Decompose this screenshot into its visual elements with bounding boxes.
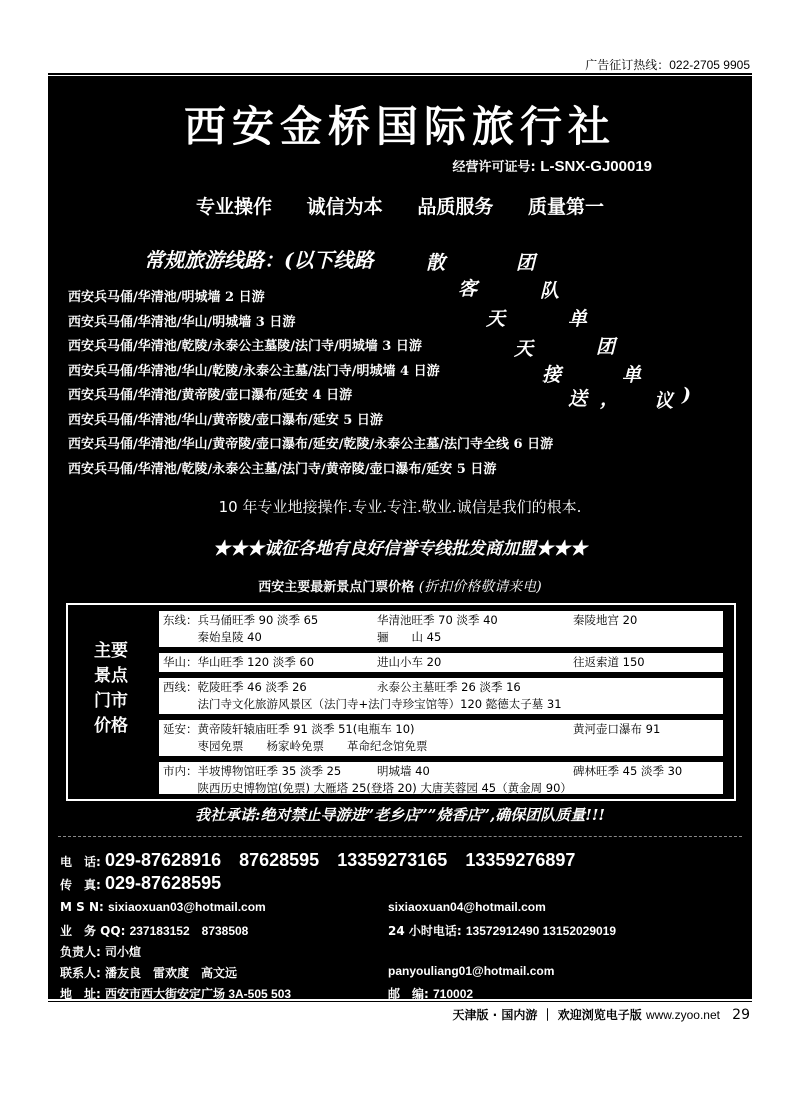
header-rule [48,73,752,75]
license-code: L-SNX-GJ00019 [540,158,652,175]
page-number: 29 [732,1007,750,1023]
price-row [163,738,719,755]
price-cell: 进山小车 20 [377,655,442,669]
fax-value: 029-87628595 [105,873,222,893]
contact-person-label: 联系人: [60,966,101,980]
route-item: 西安兵马俑/华清池/华山/乾陵/永泰公主墓/法门寺/明城墙 4 日游 [68,363,440,379]
price-row [163,629,719,646]
price-note: (折扣价格敬请来电) [418,579,542,595]
diagonal-char: 单 [622,364,642,386]
price-region-east [158,610,724,648]
price-cell: 法门寺文化旅游风景区（法门寺+法门寺珍宝馆等）120 懿德太子墓 31 [163,697,562,711]
business-qq-label: 业 务 QQ: [60,924,126,938]
price-cell: 华山：华山旺季 120 淡季 60 [163,655,315,669]
phone-label: 电 话: [60,855,101,869]
route-item: 西安兵马俑/华清池/黄帝陵/壶口瀑布/延安 4 日游 [68,388,353,403]
price-cell: 陕西历史博物馆(免票) 大雁塔 25(登塔 20) 大唐芙蓉园 45（黄金周 90） [163,781,572,795]
price-region-huashan [158,652,724,673]
price-label-line: 门市 [94,691,128,711]
agency-name: 西安金桥国际旅行社 [183,102,616,151]
routes-heading: 常规旅游线路：(以下线路 [144,248,374,272]
hotline-24h-row [388,922,616,939]
slogan: 专业操作 [196,196,273,218]
msn-row [60,900,266,914]
price-cell: 延安：黄帝陵轩辕庙旺季 91 淡季 51(电瓶车 10) [163,722,415,736]
price-table-label [76,639,146,739]
phone-row [60,846,575,872]
price-row [163,780,719,797]
diagonal-char: 送 [568,388,588,410]
address-label: 地 址: [60,987,101,1001]
price-cell: 市内：半坡博物馆旺季 35 淡季 25 [163,764,342,778]
slogans [48,192,752,219]
footer-url[interactable]: www.zyoo.net [645,1008,720,1022]
diagonal-char: 团 [516,252,536,274]
hotline-24h-label: 24 小时电话: [388,924,462,938]
manager-row [60,943,141,960]
price-region-yanan [158,719,724,757]
price-region-west [158,677,724,715]
price-region-city [158,761,724,795]
page-footer [452,1006,750,1023]
price-section-title [48,576,752,596]
msn-value[interactable]: sixiaoxuan03@hotmail.com [107,900,266,914]
ad-panel [48,76,752,999]
slogan: 诚信为本 [306,196,383,218]
msn-row-2 [388,900,546,914]
price-cell: 碑林旺季 45 淡季 30 [573,764,683,778]
contact-person-row [60,964,237,981]
price-cell: 秦始皇陵 40 [163,630,262,644]
price-cell: 往返索道 150 [573,655,645,669]
license-line [453,156,652,175]
recruit-banner: ★★★诚征各地有良好信誉专线批发商加盟★★★ [213,539,587,559]
tagline: 10 年专业地接操作.专业.专注.敬业.诚信是我们的根本. [218,498,582,516]
footer-rule [48,1001,752,1002]
slogan: 质量第一 [527,196,604,218]
price-row [163,679,719,696]
business-qq-row [60,922,248,939]
manager-label: 负责人: [60,945,101,959]
service-promise: 我社承诺:绝对禁止导游进”老乡店””烧香店”,确保团队质量!!! [194,806,606,824]
price-cell: 西线：乾陵旺季 46 淡季 26 [163,680,307,694]
price-label-line: 价格 [94,716,128,736]
business-qq-value: 237183152 8738508 [129,924,249,938]
route-item: 西安兵马俑/华清池/乾陵/永泰公主墓/法门寺/黄帝陵/壶口瀑布/延安 5 日游 [68,461,497,477]
diagonal-char: 队 [540,280,560,302]
msn-value[interactable]: sixiaoxuan04@hotmail.com [388,900,546,914]
price-cell: 华清池旺季 70 淡季 40 [377,613,498,627]
diagonal-char: 天 [486,308,506,330]
diagonal-char: 天 [514,338,534,360]
diagonal-char: 团 [596,336,616,358]
diagonal-char: ) [682,384,691,406]
contact-email[interactable]: panyouliang01@hotmail.com [388,964,555,978]
footer-edition: 天津版 · 国内游 ｜ 欢迎浏览电子版 [452,1008,642,1022]
route-item: 西安兵马俑/华清池/华山/黄帝陵/壶口瀑布/延安/乾陵/永泰公主墓/法门寺全线 6 日游 [68,437,554,452]
price-cell: 骊 山 45 [377,630,442,644]
contact-email-row [388,964,554,978]
route-item: 西安兵马俑/华清池/明城墙 2 日游 [68,290,265,305]
price-label-line: 主要 [94,641,128,661]
price-row [163,612,719,629]
contact-person-value: 潘友良 雷欢度 高文远 [105,966,238,980]
diagonal-char: 散 [426,252,446,274]
ad-hotline: 广告征订热线：022-2705 9905 [585,58,750,72]
price-cell: 秦陵地宫 20 [573,613,638,627]
price-title-text: 西安主要最新景点门票价格 [258,580,415,595]
postcode-label: 邮 编: [388,987,429,1001]
fax-row [60,873,221,894]
price-row [163,763,719,780]
address-row [60,985,291,1002]
diagonal-char: 接 [542,364,562,386]
slogan: 品质服务 [417,196,494,218]
price-row [163,721,719,738]
price-label-line: 景点 [94,666,128,686]
fax-label: 传 真: [60,878,101,892]
price-cell: 永泰公主墓旺季 26 淡季 16 [377,680,521,694]
diagonal-char: 单 [568,308,588,330]
price-cell: 枣园免票 杨家岭免票 革命纪念馆免票 [163,739,428,753]
address-value: 西安市西大街安定广场 3A-505 503 [105,987,292,1001]
diagonal-char: 客 [458,278,478,300]
price-cell: 黄河壶口瀑布 91 [573,722,661,736]
route-item: 西安兵马俑/华清池/乾陵/永泰公主墓陵/法门寺/明城墙 3 日游 [68,339,422,354]
diagonal-char: ， [600,388,620,410]
price-row [163,696,719,713]
route-item: 西安兵马俑/华清池/华山/明城墙 3 日游 [68,314,296,330]
section-divider [58,836,742,837]
postcode-value: 710002 [433,987,474,1001]
price-cell: 东线：兵马俑旺季 90 淡季 65 [163,613,319,627]
price-cell: 明城墙 40 [377,764,430,778]
license-label: 经营许可证号: [452,160,536,175]
phone-values[interactable]: 029-87628916 87628595 13359273165 13359276897 [105,850,576,870]
price-table [66,603,736,801]
route-item: 西安兵马俑/华清池/华山/黄帝陵/壶口瀑布/延安 5 日游 [68,412,383,428]
diagonal-char: 议 [654,390,674,412]
postcode-row [388,985,473,1002]
price-row [163,654,719,671]
manager-value: 司小煊 [105,945,142,959]
hotline-24h-value[interactable]: 13572912490 13152029019 [465,924,617,938]
route-list [68,286,553,482]
msn-label: M S N: [60,900,104,914]
